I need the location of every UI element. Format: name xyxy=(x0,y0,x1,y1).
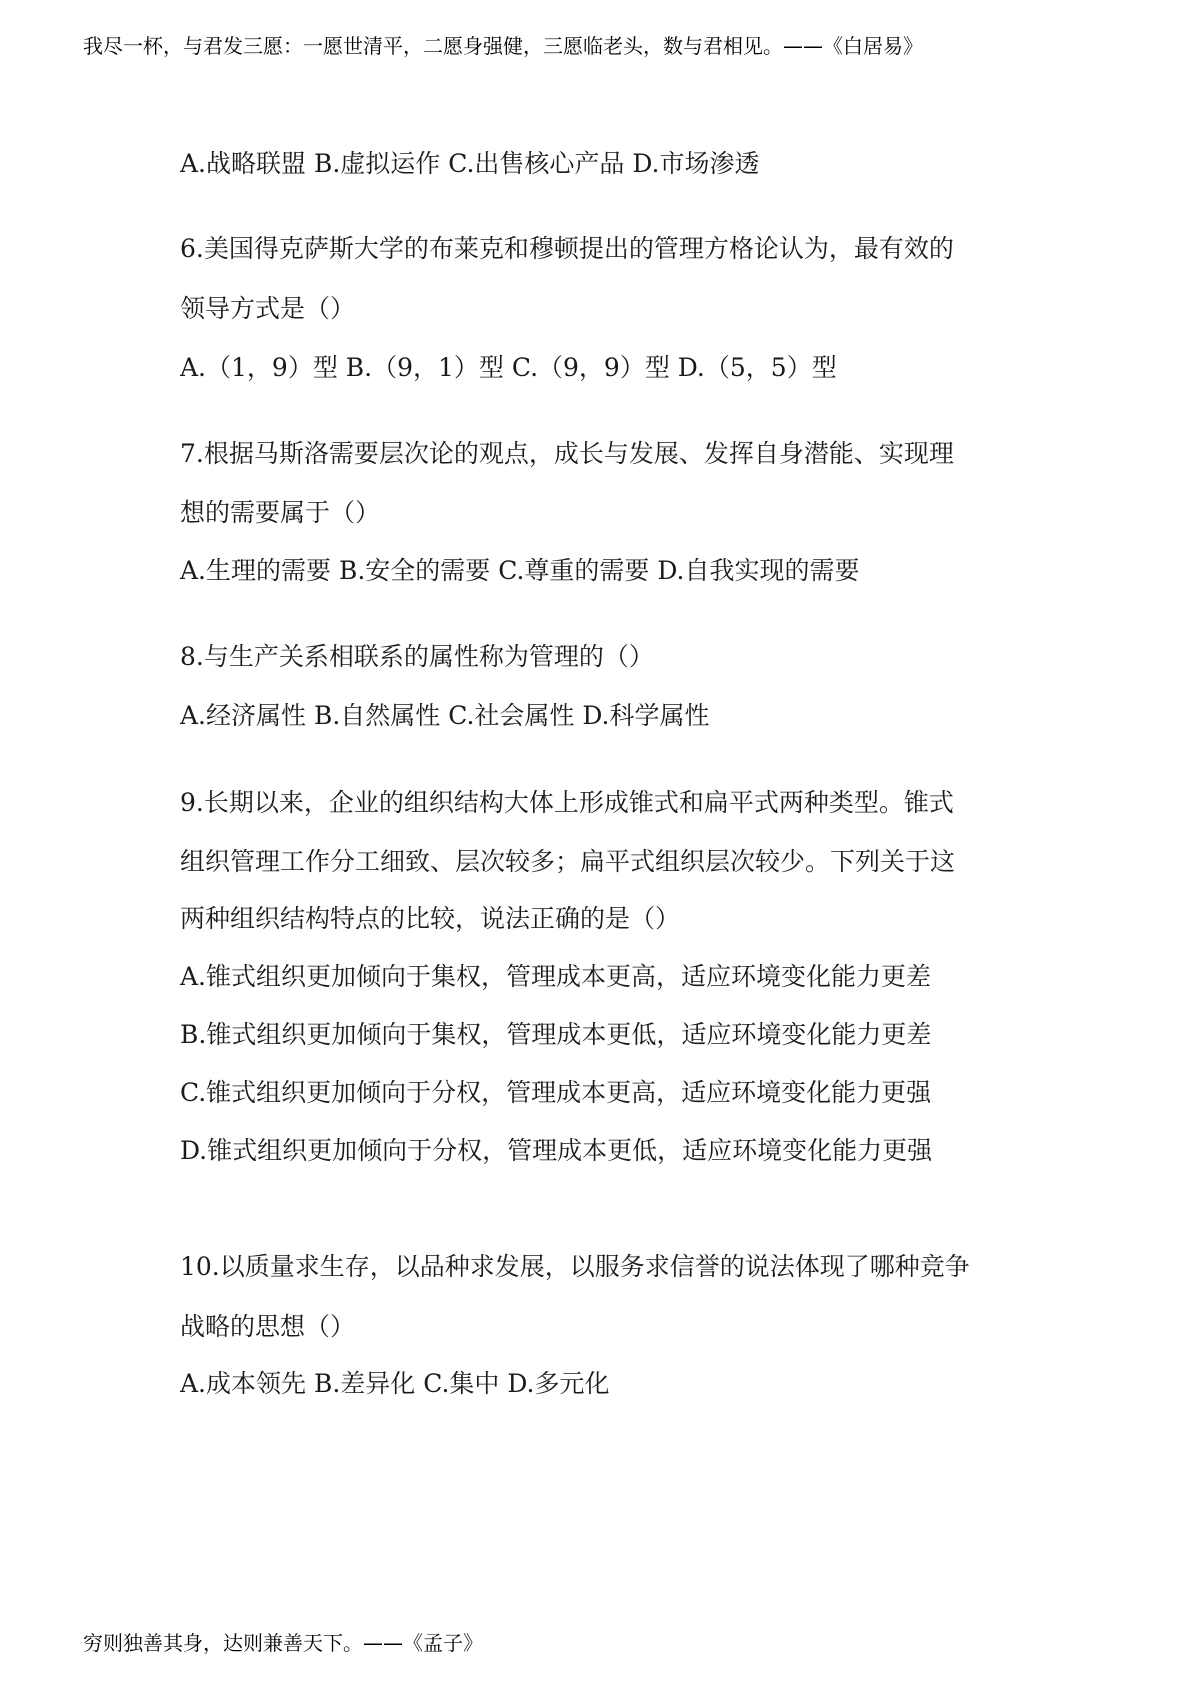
footer-quote: 穷则独善其身，达则兼善天下。——《孟子》 xyxy=(83,1631,483,1655)
q9-stem-line-2: 组织管理工作分工细致、层次较多；扁平式组织层次较少。下列关于这 xyxy=(180,847,956,876)
q8-stem-line-1: 8.与生产关系相联系的属性称为管理的（） xyxy=(180,642,654,671)
q9-option-a: A.锥式组织更加倾向于集权，管理成本更高，适应环境变化能力更差 xyxy=(180,962,932,991)
q9-option-b: B.锥式组织更加倾向于集权，管理成本更低，适应环境变化能力更差 xyxy=(180,1020,932,1049)
q7-stem-line-2: 想的需要属于（） xyxy=(180,498,381,527)
q7-options: A.生理的需要 B.安全的需要 C.尊重的需要 D.自我实现的需要 xyxy=(180,556,860,585)
q10-options: A.成本领先 B.差异化 C.集中 D.多元化 xyxy=(180,1369,610,1398)
q6-stem-line-1: 6.美国得克萨斯大学的布莱克和穆顿提出的管理方格论认为，最有效的 xyxy=(180,234,954,263)
q8-options: A.经济属性 B.自然属性 C.社会属性 D.科学属性 xyxy=(180,701,710,730)
q7-stem-line-1: 7.根据马斯洛需要层次论的观点，成长与发展、发挥自身潜能、实现理 xyxy=(180,439,954,468)
q9-option-d: D.锥式组织更加倾向于分权，管理成本更低，适应环境变化能力更强 xyxy=(180,1136,933,1165)
q6-stem-line-2: 领导方式是（） xyxy=(180,294,356,323)
q9-stem-line-1: 9.长期以来，企业的组织结构大体上形成锥式和扁平式两种类型。锥式 xyxy=(180,788,954,817)
q10-stem-line-2: 战略的思想（） xyxy=(180,1312,356,1341)
q10-stem-line-1: 10.以质量求生存，以品种求发展，以服务求信誉的说法体现了哪种竞争 xyxy=(180,1252,970,1281)
q6-options: A.（1，9）型 B.（9，1）型 C.（9，9）型 D.（5，5）型 xyxy=(180,353,837,382)
q9-option-c: C.锥式组织更加倾向于分权，管理成本更高，适应环境变化能力更强 xyxy=(180,1078,932,1107)
q9-stem-line-3: 两种组织结构特点的比较，说法正确的是（） xyxy=(180,904,681,933)
header-quote: 我尽一杯，与君发三愿：一愿世清平，二愿身强健，三愿临老头，数与君相见。——《白居易》 xyxy=(83,34,923,58)
q5-options: A.战略联盟 B.虚拟运作 C.出售核心产品 D.市场渗透 xyxy=(180,149,760,178)
